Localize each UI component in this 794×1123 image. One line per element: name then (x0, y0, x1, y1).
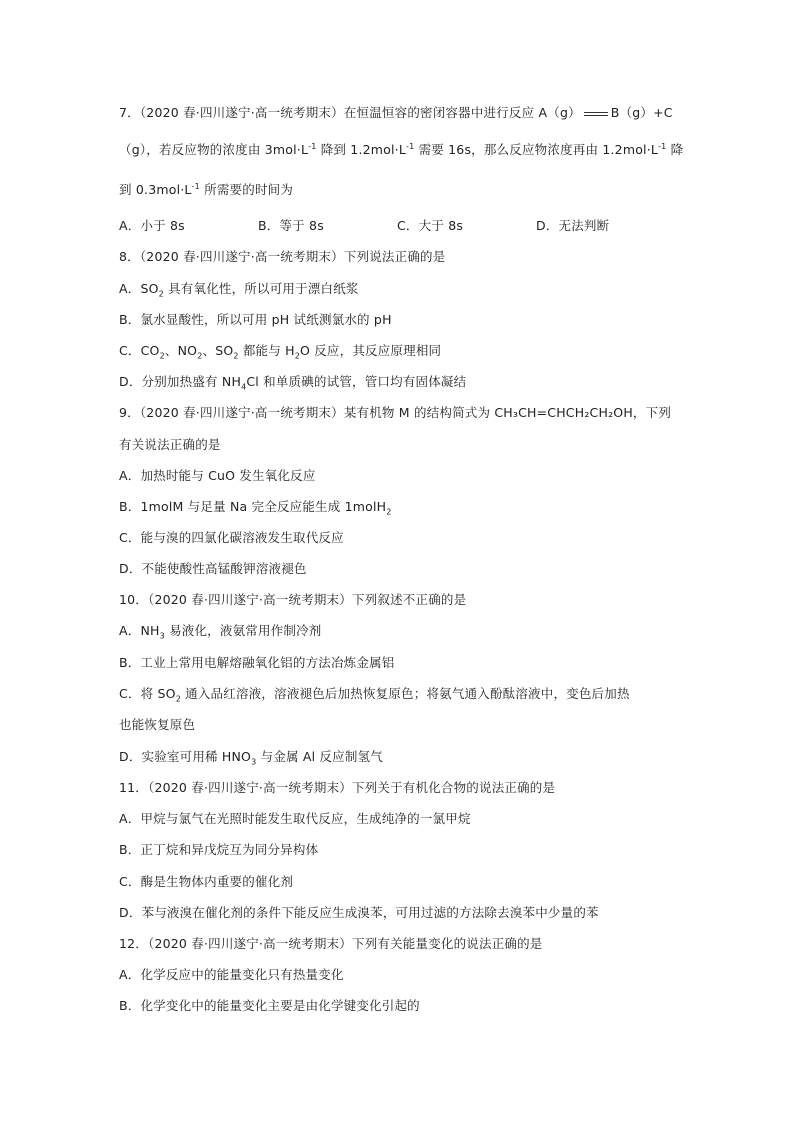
q10-option-b: B．工业上常用电解熔融氧化铝的方法冶炼金属铝 (119, 655, 395, 670)
q9-stem-line1: 9．（2020 春·四川遂宁·高一统考期末）某有机物 M 的结构简式为 CH₃CH=CHCH₂CH₂OH，下列 (119, 405, 672, 420)
q10-text: A．NH (119, 623, 160, 638)
q11-option-c: C．酶是生物体内重要的催化剂 (119, 874, 294, 889)
q11-option-d: D．苯与液溴在催化剂的条件下能反应生成溴苯，可用过滤的方法除去溴苯中少量的苯 (119, 905, 599, 920)
q10-option-d (119, 749, 383, 765)
q8-text: 都能与 H (238, 343, 295, 358)
q7-text: B（g）+C (610, 105, 673, 120)
q9-option-b (119, 499, 392, 515)
q8-text: 具有氧化性，所以可用于漂白纸浆 (163, 281, 359, 296)
q11-option-a: A．甲烷与氯气在光照时能发生取代反应，生成纯净的一氯甲烷 (119, 811, 471, 826)
q10-text: 通入品红溶液，溶液褪色后加热恢复原色；将氨气通入酚酞溶液中，变色后加热 (180, 686, 630, 701)
subscript: 2 (386, 507, 392, 517)
subscript: 3 (159, 631, 165, 641)
q10-text: C．将 SO (119, 686, 176, 701)
q12-stem: 12．（2020 春·四川遂宁·高一统考期末）下列有关能量变化的说法正确的是 (119, 936, 543, 951)
q10-text: D．实验室可用稀 HNO (119, 749, 252, 764)
q12-option-a: A．化学反应中的能量变化只有热量变化 (119, 967, 344, 982)
superscript: -1 (406, 141, 415, 151)
q7-text: 降 (666, 142, 684, 157)
q8-text: A．SO (119, 281, 159, 296)
q9-stem-line2: 有关说法正确的是 (119, 437, 221, 452)
superscript: -1 (308, 141, 317, 151)
superscript: -1 (191, 181, 200, 191)
subscript: 2 (233, 351, 239, 361)
subscript: 2 (197, 351, 203, 361)
superscript: -1 (658, 141, 667, 151)
subscript: 2 (294, 351, 301, 361)
q9-option-c: C．能与溴的四氯化碳溶液发生取代反应 (119, 530, 344, 545)
q7-option-c: C．大于 8s (397, 218, 464, 233)
q8-text: 、NO (164, 343, 198, 358)
q10-option-a (119, 623, 321, 639)
q7-text: 所需要的时间为 (199, 182, 294, 197)
q7-option-d: D．无法判断 (536, 218, 610, 233)
q7-options (119, 218, 609, 234)
q11-stem: 11．（2020 春·四川遂宁·高一统考期末）下列关于有机化合物的说法正确的是 (119, 780, 556, 795)
subscript: 3 (251, 757, 257, 767)
q7-text: 需要 16s，那么反应物浓度再由 1.2mol·L (414, 142, 659, 157)
q10-text: 易液化，液氨常用作制冷剂 (164, 623, 322, 638)
equilibrium-arrow-icon (584, 110, 608, 118)
q8-option-d (119, 374, 466, 390)
q7-option-b: B．等于 8s (258, 218, 324, 233)
subscript: 2 (158, 289, 164, 299)
subscript: 2 (159, 351, 165, 361)
q7-text: 7．（2020 春·四川遂宁·高一统考期末）在恒温恒容的密闭容器中进行反应 A（g） (119, 105, 581, 120)
q8-text: Cl 和单质碘的试管，管口均有固体凝结 (246, 374, 467, 389)
subscript: 4 (241, 382, 247, 392)
q8-text: D．分别加热盛有 NH (119, 374, 242, 389)
subscript: 2 (175, 694, 181, 704)
q8-option-c (119, 343, 441, 359)
q8-stem: 8．（2020 春·四川遂宁·高一统考期末）下列说法正确的是 (119, 249, 446, 264)
q7-text: 到 0.3mol·L (119, 182, 192, 197)
q7-stem-line2 (119, 142, 683, 158)
q9-option-d: D．不能使酸性高锰酸钾溶液褪色 (119, 561, 307, 576)
q7-stem-line1 (119, 105, 673, 121)
q7-option-a: A．小于 8s (119, 218, 185, 233)
q8-text: O 反应，其反应原理相同 (300, 343, 442, 358)
q10-text: 与金属 Al 反应制氢气 (256, 749, 383, 764)
q12-option-b: B．化学变化中的能量变化主要是由化学键变化引起的 (119, 998, 420, 1013)
q8-text: 、SO (202, 343, 234, 358)
q8-option-a (119, 281, 359, 297)
q7-text: （g），若反应物的浓度由 3mol·L (119, 142, 309, 157)
q9-option-a: A．加热时能与 CuO 发生氧化反应 (119, 468, 316, 483)
q9-text: B．1molM 与足量 Na 完全反应能生成 1molH (119, 499, 387, 514)
q7-stem-line3 (119, 182, 293, 198)
q8-option-b: B．氯水显酸性，所以可用 pH 试纸测氯水的 pH (119, 312, 392, 327)
q11-option-b: B．正丁烷和异戊烷互为同分异构体 (119, 842, 319, 857)
q10-option-c-continued: 也能恢复原色 (119, 717, 196, 732)
q8-text: C．CO (119, 343, 160, 358)
q7-text: 降到 1.2mol·L (316, 142, 407, 157)
q10-stem: 10．（2020 春·四川遂宁·高一统考期末）下列叙述不正确的是 (119, 592, 467, 607)
q10-option-c (119, 686, 630, 702)
